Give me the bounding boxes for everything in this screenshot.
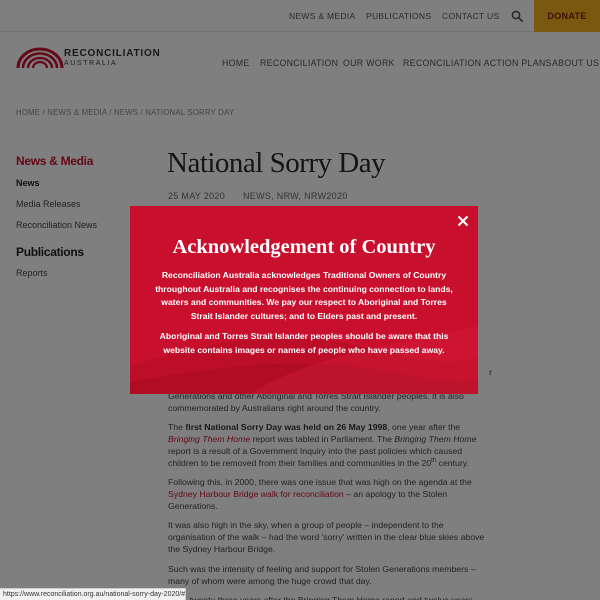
modal-paragraph-1: Reconciliation Australia acknowledges Traditional Owners of Country throughout Australia and recognises the continuing connection to lands, waters and communities. We pay our respect to Aboriginal and Torres Strait Islander cultures; and to Elders past and present.: [155, 270, 453, 321]
modal-paragraph-2: Aboriginal and Torres Strait Islander peoples should be aware that this website contains images or names of people who have passed away.: [159, 331, 449, 355]
modal-title: Acknowledgement of Country: [172, 236, 436, 258]
close-icon[interactable]: [455, 213, 471, 229]
browser-status-bar: https://www.reconciliation.org.au/national-sorry-day-2020/#: [0, 588, 186, 600]
acknowledgement-modal: [130, 206, 478, 394]
